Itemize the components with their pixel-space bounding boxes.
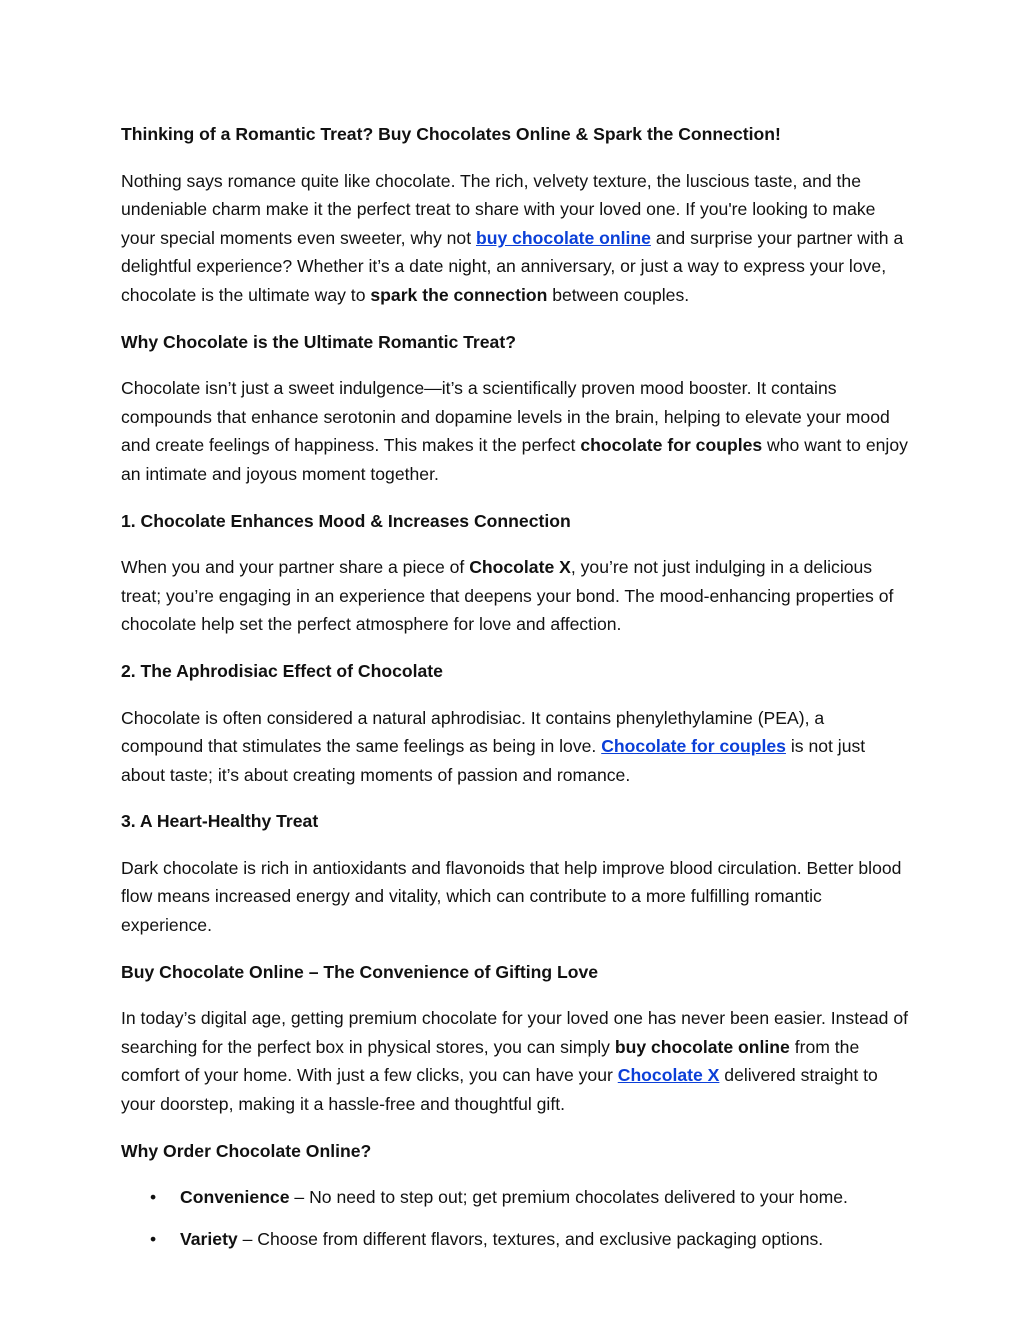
intro-text-1: Nothing says romance quite like chocolate. The rich, velvety texture, the luscious taste, and the undeniable charm make it the perfect treat to share with your loved one. If you're looking to make your special moments even sweeter, why not xyxy=(121,170,876,248)
section-2-paragraph xyxy=(121,704,911,790)
why-text-2: who want to enjoy an intimate and joyous moment together. xyxy=(121,435,908,484)
chocolate-for-couples-link[interactable]: Chocolate for couples xyxy=(601,736,786,757)
buy-text-3: delivered straight to your doorstep, making it a hassle-free and thoughtful gift. xyxy=(121,1065,878,1115)
intro-bold-spark: spark the connection xyxy=(370,284,548,305)
heading-section-1: 1. Chocolate Enhances Mood & Increases Connection xyxy=(121,510,571,531)
buy-paragraph xyxy=(121,1004,911,1118)
heading-section-3: 3. A Heart-Healthy Treat xyxy=(121,811,319,832)
intro-text-2: and surprise your partner with a delightful experience? Whether it’s a date night, an anniversary, or just a way to express your love, chocolate is the ultimate way to xyxy=(121,227,904,305)
buy-chocolate-online-link[interactable]: buy chocolate online xyxy=(475,227,651,248)
s1-text-1: When you and your partner share a piece of xyxy=(121,557,470,578)
bullet-bold: Variety xyxy=(180,1228,238,1249)
heading-why-chocolate: Why Chocolate is the Ultimate Romantic Treat? xyxy=(121,331,516,352)
reasons-list xyxy=(121,1183,911,1253)
bullet-marker: • xyxy=(150,1187,157,1208)
list-item xyxy=(121,1183,911,1212)
heading-section-2: 2. The Aphrodisiac Effect of Chocolate xyxy=(121,660,443,681)
why-bold-couples: chocolate for couples xyxy=(580,435,763,456)
heading-why-order: Why Order Chocolate Online? xyxy=(121,1140,372,1161)
section-3-paragraph: Dark chocolate is rich in antioxidants and flavonoids that help improve blood circulation. Better blood flow means increased energy and vitality, which can contribute to a more fulfilling romantic experience. xyxy=(121,857,902,936)
heading-buy-online: Buy Chocolate Online – The Convenience of Gifting Love xyxy=(121,961,599,982)
buy-bold-online: buy chocolate online xyxy=(614,1036,790,1057)
bullet-text: – Choose from different flavors, textures, and exclusive packaging options. xyxy=(237,1228,824,1249)
s2-text-2: is not just about taste; it’s about creating moments of passion and romance. xyxy=(121,736,866,785)
s2-text-1: Chocolate is often considered a natural aphrodisiac. It contains phenylethylamine (PEA), a compound that stimulates the same feelings as being in love. xyxy=(121,707,825,757)
bullet-text: – No need to step out; get premium chocolates delivered to your home. xyxy=(289,1187,848,1208)
bullet-bold: Convenience xyxy=(180,1187,290,1208)
document-page xyxy=(121,120,911,1266)
s1-bold-chocolate-x: Chocolate X xyxy=(469,557,571,578)
intro-text-3: between couples. xyxy=(547,284,690,305)
chocolate-x-link[interactable]: Chocolate X xyxy=(617,1065,720,1086)
intro-paragraph xyxy=(121,167,911,310)
bullet-marker: • xyxy=(150,1228,157,1249)
why-paragraph xyxy=(121,374,911,488)
why-text-1: Chocolate isn’t just a sweet indulgence—it’s a scientifically proven mood booster. It contains compounds that enhance serotonin and dopamine levels in the brain, helping to elevate your mood and create feelings of happiness. This makes it the perfect xyxy=(121,378,890,456)
list-item xyxy=(121,1225,911,1254)
buy-text-2: from the comfort of your home. With just a few clicks, you can have your xyxy=(121,1036,860,1086)
buy-text-1: In today’s digital age, getting premium chocolate for your loved one has never been easier. Instead of searching for the perfect box in physical stores, you can simply xyxy=(121,1008,909,1057)
s1-text-2: , you’re not just indulging in a delicious treat; you’re engaging in an experience that deepens your bond. The mood-enhancing properties of chocolate help set the perfect atmosphere for love and affection. xyxy=(121,557,894,635)
section-1-paragraph xyxy=(121,553,911,639)
document-title: Thinking of a Romantic Treat? Buy Chocolates Online & Spark the Connection! xyxy=(121,124,781,144)
